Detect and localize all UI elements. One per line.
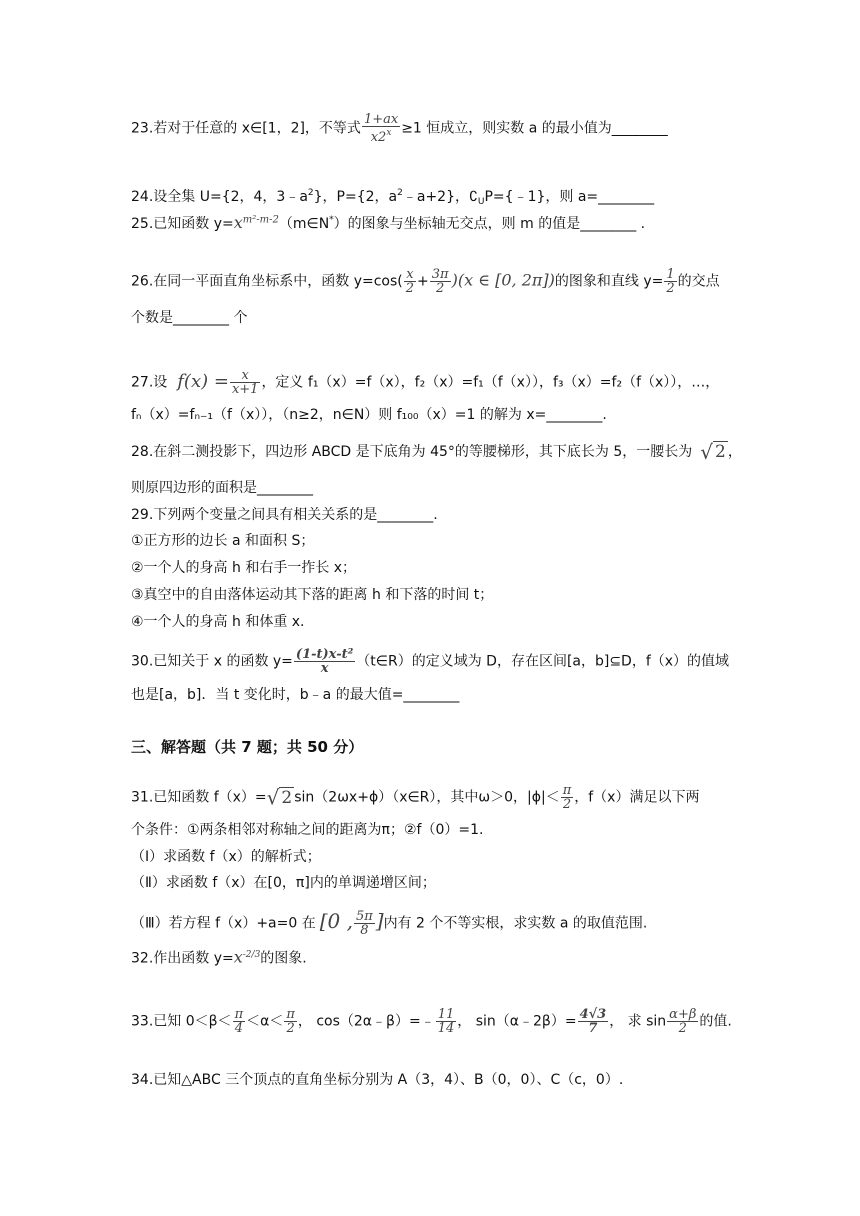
question-33: 33.已知 0＜β＜ $\frac{\pi}{4}$ ＜α＜ $\frac{\pi}{2}$ ， cos（2α﹣β）=﹣ $\frac{11}{14}$ ， sin（α﹣2β）= $\frac{4√3}{7}$ ， 求 sin $\frac{\alpha+\beta}{2}$ 的值.: [131, 1007, 732, 1036]
question-31-part1: （Ⅰ）求函数 f（x）的解析式；: [131, 849, 321, 865]
question-24: 24.设全集 U={2，4，$3﹣a^2$}，P={2，$a^2﹣a+2$}，$∁_UP=\{﹣1\}$，则 a=________: [131, 188, 655, 207]
question-26: 26.在同一平面直角坐标系中，函数 y=cos( $\frac{x}{2}$ + $\frac{3\pi}{2}$ )(x ∈ [0, 2π])的图象和直线 y= $\frac{1}{2}$ 的交点: [131, 267, 720, 296]
option-4: ④一个人的身高 h 和体重 x.: [131, 614, 305, 630]
option-1: ①正方形的边长 a 和面积 S；: [131, 533, 315, 549]
question-31: 31.已知函数 f（x）=√ 2 sin（2ωx+ϕ）（x∈R），其中ω＞0，|ϕ|＜ $\frac{\pi}{2}$ ，f（x）满足以下两: [131, 783, 700, 812]
question-30-line2: 也是[a，b]．当 t 变化时，b﹣a 的最大值=________: [131, 687, 460, 703]
section-title: 三、解答题（共 7 题；共 50 分）: [131, 738, 364, 756]
option-2: ②一个人的身高 h 和右手一拃长 x；: [131, 560, 357, 576]
question-30: 30.已知关于 x 的函数 y= $\frac{\text{(1-t)x-t²}}{x}$ （t∈R）的定义域为 D，存在区间[a，b]⊆D，f（x）的值域: [131, 647, 730, 676]
fraction: $\frac{1+ax}{x2^x}$: [363, 112, 399, 145]
question-28: 28.在斜二测投影下，四边形 ABCD 是下底角为 45°的等腰梯形，其下底长为 5，一腰长为 √ 2 ，: [131, 440, 742, 464]
question-27: 27.设 f(x) = $\frac{x}{x+1}$ ，定义 f₁（x）=f（x），f₂（x）=f₁（f（x）），f₃（x）=f₂（f（x）），…，: [131, 368, 720, 397]
question-23: 23.若对于任意的 x∈[1，2]，不等式 $\frac{1+ax}{x2^x}$ ≥1 恒成立，则实数 a 的最小值为________: [131, 112, 668, 145]
question-31-line2: 个条件：①两条相邻对称轴之间的距离为π；②f（0）=1.: [131, 822, 484, 838]
question-25: 25.已知函数 $y=x^{m^2-m-2}(m\in N^*)$的图象与坐标轴无交点，则 m 的值是________ .: [131, 213, 646, 232]
question-27-line2: fₙ（x）=fₙ₋₁（f（x）），（n≥2，n∈N）则 f₁₀₀（x）=1 的解为 x=________.: [131, 407, 607, 423]
question-31-part2: （Ⅱ）求函数 f（x）在[0，π]内的单调递增区间；: [131, 875, 436, 891]
question-32: 32.作出函数 $y=x^{-2/3}$的图象.: [131, 947, 307, 967]
question-29: 29.下列两个变量之间具有相关关系的是________.: [131, 507, 438, 523]
question-34: 34.已知△ABC 三个顶点的直角坐标分别为 A（3，4）、B（0，0）、C（c，0）.: [131, 1072, 624, 1088]
question-28-line2: 则原四边形的面积是________: [131, 480, 313, 496]
question-31-part3: （Ⅲ）若方程 f（x）+a=0 在 [0 , $\frac{5\pi}{8}$ ]内有 2 个不等实根，求实数 a 的取值范围.: [131, 908, 648, 938]
option-3: ③真空中的自由落体运动其下落的距离 h 和下落的时间 t；: [131, 587, 494, 603]
question-26-line2: 个数是________ 个: [131, 310, 248, 326]
